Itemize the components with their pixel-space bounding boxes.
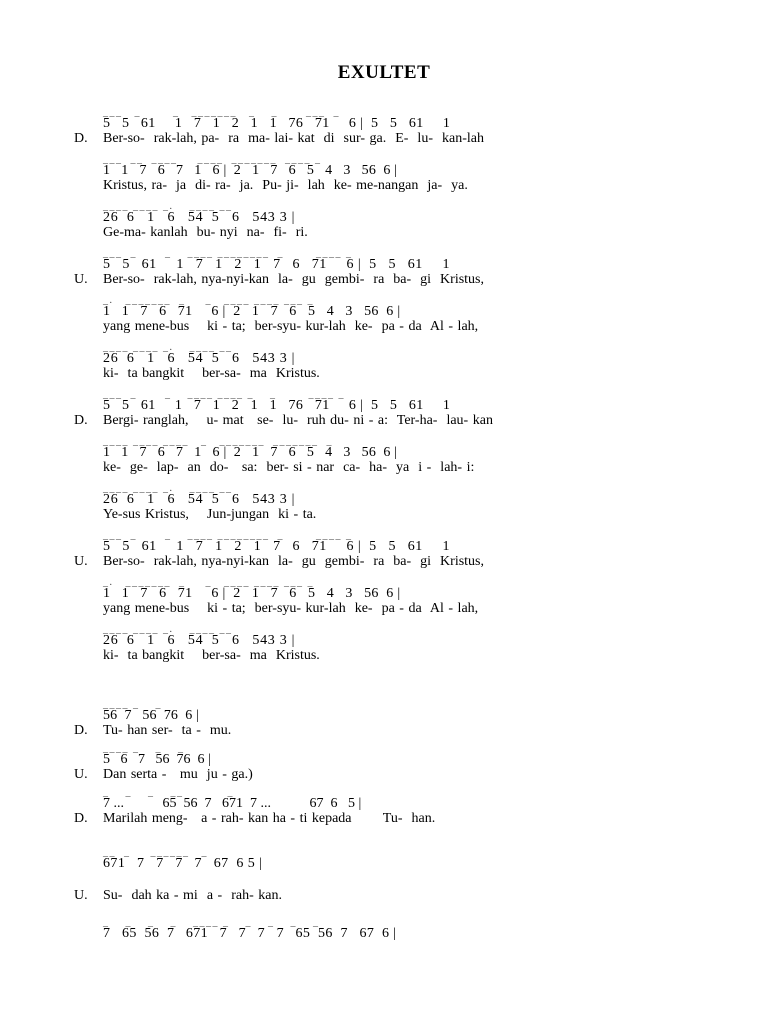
cipher-notes: 671 7 7 7 7 67 6 5 |	[103, 856, 263, 871]
notation-line	[0, 304, 768, 320]
duration-mark-line: _. _______ _ _ ____ ____ ___ _	[103, 295, 314, 306]
lyric-line	[0, 413, 768, 429]
notation-line	[0, 351, 768, 367]
duration-mark-line: ____ _ _	[103, 699, 162, 710]
duration-mark-line: ___ _ _ ____ ________ _ ____ _	[103, 248, 353, 259]
lyric-line	[0, 225, 768, 241]
lyrics: Marilah meng- a - rah- kan ha - ti kepada Tu- han.	[103, 811, 436, 826]
lyrics: ke- ge- lap- an do- sa: ber- si - nar ca- ha- ya i - lah- i:	[103, 460, 475, 475]
duration-mark-line: ____ ____ ____ _ _______ _______ _	[103, 436, 333, 447]
lyrics: ki- ta bangkit ber-sa- ma Kristus.	[103, 648, 320, 663]
lyrics: yang mene-bus ki - ta; ber-syu- kur-lah ke- pa - da Al - lah,	[103, 601, 479, 616]
lyric-line	[0, 131, 768, 147]
lyrics: Tu- han ser- ta - mu.	[103, 723, 232, 738]
cipher-notes: 5 5 61 1 7 1 2 1 7 6 71 6 | 5 5 61 1	[103, 257, 450, 272]
speaker-label: D.	[74, 723, 88, 738]
cipher-notes: 5 5 61 1 7 1 2 1 1 76 71 6 | 5 5 61 1	[103, 116, 451, 131]
duration-mark-line: ____ ____ _. ____ __	[103, 483, 233, 494]
duration-mark-line: ____ ____ _. ____ __	[103, 201, 233, 212]
lyrics: Su- dah ka - mi a - rah- kan.	[103, 888, 282, 903]
notation-line	[0, 492, 768, 508]
duration-mark-line: ___ __ ____ ____ _______ ____ _	[103, 154, 322, 165]
cipher-notes: 7 ... 65 56 7 671 7 ... 67 6 5 |	[103, 796, 362, 811]
notation-line	[0, 116, 768, 132]
speaker-label: U.	[74, 888, 88, 903]
notation-line	[0, 856, 768, 872]
notation-line	[0, 398, 768, 414]
lyric-line	[0, 460, 768, 476]
notation-line	[0, 210, 768, 226]
hymn-title: EXULTET	[337, 62, 431, 83]
cipher-notes: 26 6 1 6 54 5 6 543 3 |	[103, 351, 296, 366]
lyrics: Ye-sus Kristus, Jun-jungan ki - ta.	[103, 507, 317, 522]
duration-mark-line: ____ _ _ _	[103, 743, 185, 754]
lyric-line	[0, 272, 768, 288]
duration-mark-line: ____ ____ _. ____ __	[103, 624, 233, 635]
notation-line	[0, 163, 768, 179]
cipher-notes: 26 6 1 6 54 5 6 543 3 |	[103, 210, 296, 225]
duration-mark-line: ___ _ _ ____ ____ _ _ ____ _	[103, 389, 345, 400]
lyric-line	[0, 811, 768, 827]
notation-line	[0, 796, 768, 812]
speaker-label: D.	[74, 131, 88, 146]
cipher-notes: 1 1 7 6 71 6 | 2 1 7 6 5 4 3 56 6 |	[103, 586, 401, 601]
duration-mark-line: ____ ____ _. ____ __	[103, 342, 233, 353]
duration-mark-line: _ _ _ __ _	[103, 787, 234, 798]
cipher-notes: 5 5 61 1 7 1 2 1 1 76 71 6 | 5 5 61 1	[103, 398, 451, 413]
notation-line	[0, 633, 768, 649]
cipher-notes: 7 65 56 7 671 7 7 7 7 65 56 7 67 6 |	[103, 926, 397, 941]
duration-mark-line: __ _ ______ _	[103, 847, 208, 858]
lyrics: Ge-ma- kanlah bu- nyi na- fi- ri.	[103, 225, 308, 240]
lyric-line	[0, 554, 768, 570]
notation-line	[0, 445, 768, 461]
lyric-line	[0, 723, 768, 739]
lyric-line	[0, 178, 768, 194]
lyrics: ki- ta bangkit ber-sa- ma Kristus.	[103, 366, 320, 381]
lyrics: Ber-so- rak-lah, nya-nyi-kan la- gu gembi- ra ba- gi Kristus,	[103, 554, 484, 569]
lyrics: yang mene-bus ki - ta; ber-syu- kur-lah ke- pa - da Al - lah,	[103, 319, 479, 334]
speaker-label: U.	[74, 554, 88, 569]
lyrics: Kristus, ra- ja di- ra- ja. Pu- ji- lah ke- me-nangan ja- ya.	[103, 178, 468, 193]
notation-line	[0, 752, 768, 768]
lyric-line	[0, 507, 768, 523]
lyric-line	[0, 319, 768, 335]
speaker-label: U.	[74, 272, 88, 287]
lyrics: Dan serta - mu ju - ga.)	[103, 767, 253, 782]
cipher-notes: 56 7 56 76 6 |	[103, 708, 199, 723]
lyrics: Bergi- ranglah, u- mat se- lu- ruh du- ni - a: Ter-ha- lau- kan	[103, 413, 493, 428]
lyrics: Ber-so- rak-lah, nya-nyi-kan la- gu gembi- ra ba- gi Kristus,	[103, 272, 484, 287]
lyric-line	[0, 601, 768, 617]
cipher-notes: 1 1 7 6 7 1 6 | 2 1 7 6 5 4 3 56 6 |	[103, 163, 398, 178]
speaker-label: D.	[74, 811, 88, 826]
cipher-notes: 5 5 61 1 7 1 2 1 7 6 71 6 | 5 5 61 1	[103, 539, 450, 554]
lyric-line	[0, 888, 768, 904]
cipher-notes: 26 6 1 6 54 5 6 543 3 |	[103, 492, 296, 507]
cipher-notes: 5 6 7 56 76 6 |	[103, 752, 211, 767]
cipher-notes: 1 1 7 6 71 6 | 2 1 7 6 5 4 3 56 6 |	[103, 304, 401, 319]
notation-line	[0, 539, 768, 555]
cipher-notes: 1 1 7 6 7 1 6 | 2 1 7 6 5 4 3 56 6 |	[103, 445, 398, 460]
duration-mark-line: _. _______ _ _ ____ ____ ___ _	[103, 577, 314, 588]
lyric-line	[0, 767, 768, 783]
cipher-notes: 26 6 1 6 54 5 6 543 3 |	[103, 633, 296, 648]
notation-line	[0, 708, 768, 724]
duration-mark-line: ___ _ _ _______ _ _ ___ _	[103, 107, 340, 118]
notation-line	[0, 586, 768, 602]
notation-line	[0, 257, 768, 273]
duration-mark-line: _ _ _ _ ____ _ _ _ _ _	[103, 917, 320, 928]
lyric-line	[0, 648, 768, 664]
notation-line	[0, 926, 768, 942]
speaker-label: U.	[74, 767, 88, 782]
duration-mark-line: ___ _ _ ____ ________ _ ____ _	[103, 530, 353, 541]
lyrics: Ber-so- rak-lah, pa- ra ma- lai- kat di sur- ga. E- lu- kan-lah	[103, 131, 484, 146]
speaker-label: D.	[74, 413, 88, 428]
lyric-line	[0, 366, 768, 382]
